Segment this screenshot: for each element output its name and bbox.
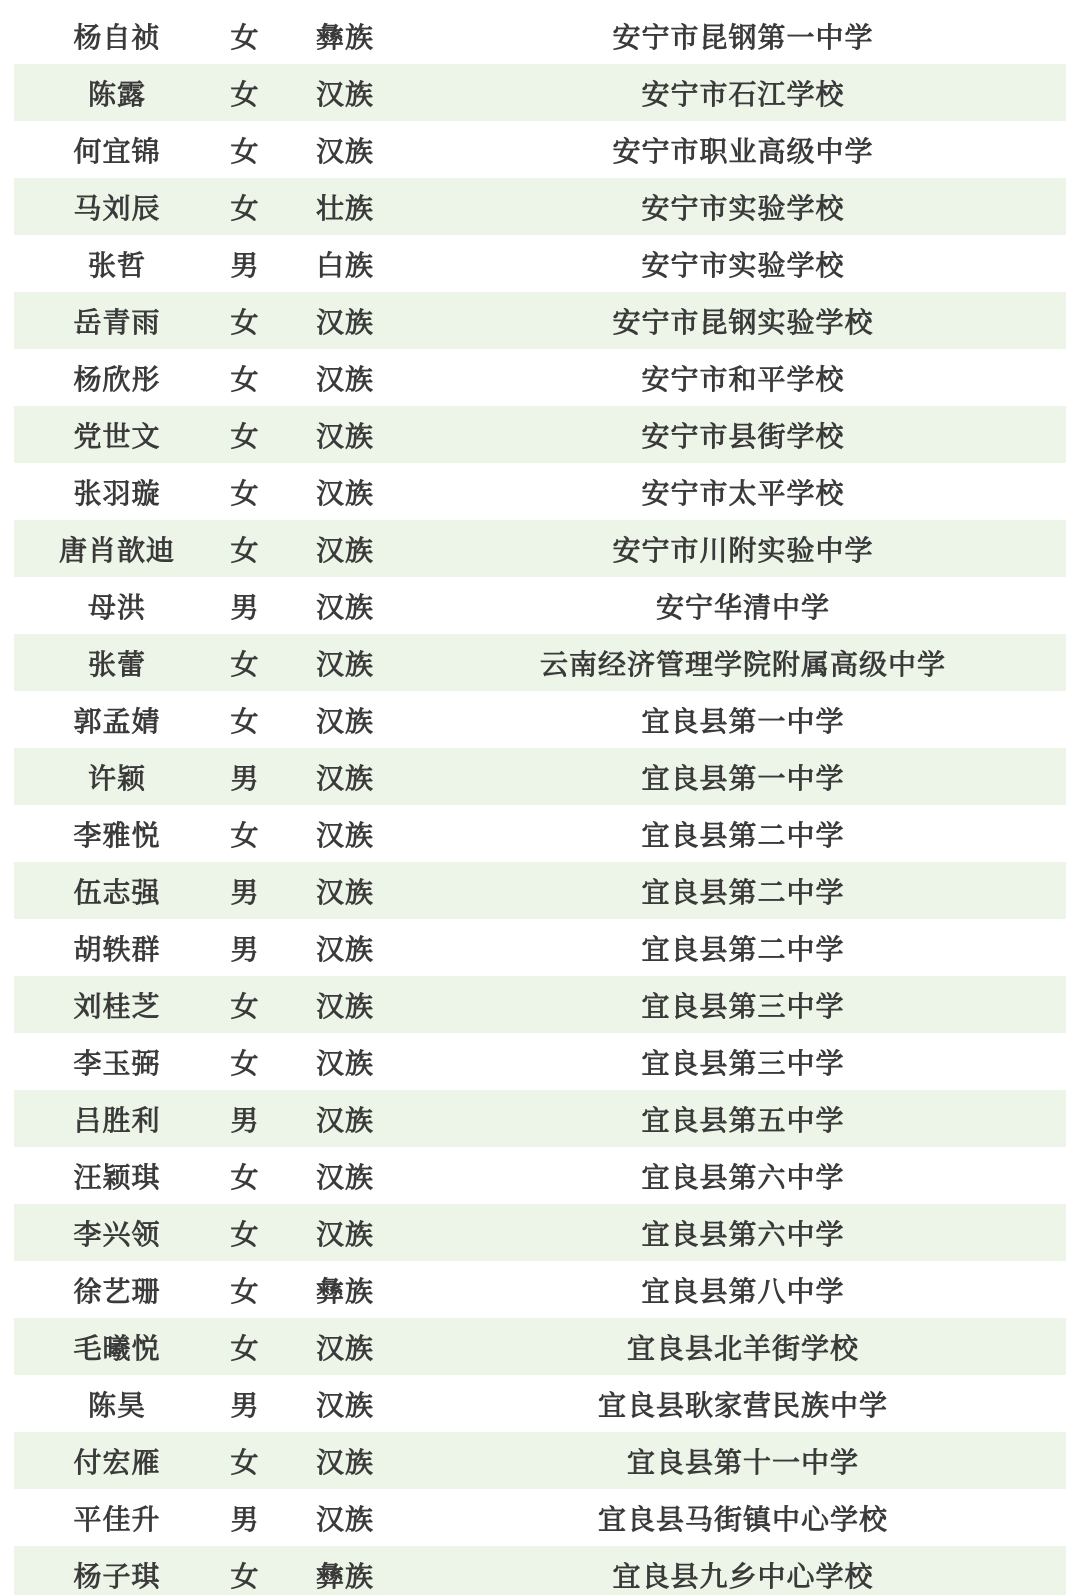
student-school-cell: 宜良县北羊街学校	[626, 1332, 859, 1364]
student-ethnicity-cell: 汉族	[315, 78, 374, 110]
table-row	[14, 349, 1066, 406]
student-name-cell: 张羽璇	[73, 477, 161, 509]
student-gender-cell: 女	[230, 1047, 260, 1079]
student-ethnicity-cell: 汉族	[315, 1446, 374, 1478]
student-ethnicity-cell: 汉族	[315, 477, 374, 509]
student-name-cell: 徐艺珊	[73, 1275, 161, 1307]
student-ethnicity-cell: 汉族	[315, 990, 374, 1022]
student-name-cell: 李兴领	[73, 1218, 161, 1250]
student-ethnicity-cell: 汉族	[315, 420, 374, 452]
student-ethnicity-cell: 汉族	[315, 1161, 374, 1193]
student-name-cell: 岳青雨	[73, 306, 161, 338]
table-row	[14, 178, 1066, 235]
student-ethnicity-cell: 汉族	[315, 306, 374, 338]
student-name-cell: 马刘辰	[73, 192, 161, 224]
student-ethnicity-cell: 汉族	[315, 1332, 374, 1364]
table-row	[14, 577, 1066, 634]
table-row	[14, 1204, 1066, 1261]
student-name-cell: 李玉弼	[73, 1047, 161, 1079]
student-name-cell: 刘桂芝	[73, 990, 161, 1022]
student-gender-cell: 男	[230, 591, 260, 623]
student-ethnicity-cell: 汉族	[315, 1389, 374, 1421]
student-name-cell: 付宏雁	[73, 1446, 161, 1478]
student-name-cell: 伍志强	[73, 876, 161, 908]
table-row	[14, 634, 1066, 691]
student-name-cell: 许颖	[87, 762, 146, 794]
student-school-cell: 安宁市县街学校	[641, 420, 845, 452]
student-school-cell: 安宁市实验学校	[641, 192, 845, 224]
student-name-cell: 党世文	[73, 420, 161, 452]
table-row	[14, 1375, 1066, 1432]
student-gender-cell: 女	[230, 1275, 260, 1307]
table-row	[14, 1033, 1066, 1090]
table-row	[14, 64, 1066, 121]
student-gender-cell: 男	[230, 1389, 260, 1421]
student-school-cell: 宜良县耿家营民族中学	[597, 1389, 888, 1421]
student-school-cell: 宜良县第二中学	[641, 819, 845, 851]
student-school-cell: 安宁市川附实验中学	[612, 534, 874, 566]
student-school-cell: 宜良县第一中学	[641, 705, 845, 737]
table-row	[14, 1090, 1066, 1147]
student-school-cell: 宜良县第二中学	[641, 933, 845, 965]
table-row	[14, 406, 1066, 463]
student-gender-cell: 女	[230, 1446, 260, 1478]
table-row	[14, 1318, 1066, 1375]
table-row	[14, 463, 1066, 520]
table-row	[14, 121, 1066, 178]
student-school-cell: 宜良县九乡中心学校	[612, 1560, 874, 1592]
student-school-cell: 宜良县第六中学	[641, 1218, 845, 1250]
student-name-cell: 张蕾	[87, 648, 146, 680]
student-gender-cell: 女	[230, 192, 260, 224]
student-name-cell: 毛曦悦	[73, 1332, 161, 1364]
table-row	[14, 691, 1066, 748]
student-school-cell: 安宁市太平学校	[641, 477, 845, 509]
student-gender-cell: 女	[230, 534, 260, 566]
student-name-cell: 吕胜利	[73, 1104, 161, 1136]
student-ethnicity-cell: 壮族	[315, 192, 374, 224]
student-school-cell: 宜良县第十一中学	[626, 1446, 859, 1478]
student-name-cell: 杨子琪	[73, 1560, 161, 1592]
student-school-cell: 安宁市昆钢实验学校	[612, 306, 874, 338]
student-school-cell: 宜良县马街镇中心学校	[597, 1503, 888, 1535]
table-row	[14, 235, 1066, 292]
student-school-cell: 宜良县第三中学	[641, 990, 845, 1022]
student-ethnicity-cell: 彝族	[315, 1275, 374, 1307]
student-gender-cell: 女	[230, 705, 260, 737]
table-row	[14, 976, 1066, 1033]
student-name-cell: 陈露	[87, 78, 146, 110]
student-ethnicity-cell: 汉族	[315, 1218, 374, 1250]
student-school-cell: 安宁市昆钢第一中学	[612, 21, 874, 53]
student-gender-cell: 女	[230, 1161, 260, 1193]
student-name-cell: 母洪	[87, 591, 146, 623]
student-gender-cell: 男	[230, 876, 260, 908]
student-ethnicity-cell: 汉族	[315, 876, 374, 908]
student-ethnicity-cell: 汉族	[315, 1047, 374, 1079]
table-row	[14, 1546, 1066, 1595]
student-gender-cell: 女	[230, 990, 260, 1022]
student-gender-cell: 女	[230, 1218, 260, 1250]
student-gender-cell: 女	[230, 21, 260, 53]
student-gender-cell: 女	[230, 78, 260, 110]
student-school-cell: 安宁市职业高级中学	[612, 135, 874, 167]
student-ethnicity-cell: 汉族	[315, 135, 374, 167]
student-name-cell: 何宜锦	[73, 135, 161, 167]
student-ethnicity-cell: 白族	[315, 249, 374, 281]
student-gender-cell: 女	[230, 306, 260, 338]
student-gender-cell: 男	[230, 1503, 260, 1535]
student-ethnicity-cell: 彝族	[315, 1560, 374, 1592]
student-gender-cell: 男	[230, 762, 260, 794]
student-ethnicity-cell: 汉族	[315, 363, 374, 395]
student-gender-cell: 女	[230, 420, 260, 452]
student-ethnicity-cell: 汉族	[315, 819, 374, 851]
student-gender-cell: 男	[230, 933, 260, 965]
student-gender-cell: 女	[230, 1560, 260, 1592]
student-name-cell: 平佳升	[73, 1503, 161, 1535]
table-row	[14, 805, 1066, 862]
student-ethnicity-cell: 汉族	[315, 933, 374, 965]
table-row	[14, 1489, 1066, 1546]
student-school-cell: 宜良县第二中学	[641, 876, 845, 908]
student-ethnicity-cell: 汉族	[315, 1503, 374, 1535]
student-gender-cell: 女	[230, 1332, 260, 1364]
table-row	[14, 1147, 1066, 1204]
student-ethnicity-cell: 彝族	[315, 21, 374, 53]
student-name-cell: 杨自祯	[73, 21, 161, 53]
table-row	[14, 520, 1066, 577]
table-row	[14, 292, 1066, 349]
student-ethnicity-cell: 汉族	[315, 648, 374, 680]
student-ethnicity-cell: 汉族	[315, 705, 374, 737]
table-row	[14, 1432, 1066, 1489]
table-row	[14, 7, 1066, 64]
student-ethnicity-cell: 汉族	[315, 591, 374, 623]
student-gender-cell: 女	[230, 648, 260, 680]
table-row	[14, 862, 1066, 919]
student-school-cell: 宜良县第五中学	[641, 1104, 845, 1136]
student-gender-cell: 女	[230, 819, 260, 851]
table-row	[14, 1261, 1066, 1318]
student-school-cell: 安宁市石江学校	[641, 78, 845, 110]
student-school-cell: 宜良县第三中学	[641, 1047, 845, 1079]
student-gender-cell: 女	[230, 135, 260, 167]
student-school-cell: 宜良县第一中学	[641, 762, 845, 794]
student-ethnicity-cell: 汉族	[315, 762, 374, 794]
student-gender-cell: 男	[230, 249, 260, 281]
student-gender-cell: 女	[230, 363, 260, 395]
student-school-cell: 安宁华清中学	[655, 591, 830, 623]
student-school-cell: 宜良县第八中学	[641, 1275, 845, 1307]
student-name-cell: 杨欣彤	[73, 363, 161, 395]
student-school-cell: 安宁市和平学校	[641, 363, 845, 395]
table-row	[14, 919, 1066, 976]
student-name-cell: 李雅悦	[73, 819, 161, 851]
student-name-cell: 陈昊	[87, 1389, 146, 1421]
student-school-cell: 云南经济管理学院附属高级中学	[539, 648, 946, 680]
table-row	[14, 748, 1066, 805]
student-gender-cell: 女	[230, 477, 260, 509]
student-name-cell: 汪颖琪	[73, 1161, 161, 1193]
student-name-cell: 张哲	[87, 249, 146, 281]
student-school-cell: 宜良县第六中学	[641, 1161, 845, 1193]
student-ethnicity-cell: 汉族	[315, 1104, 374, 1136]
student-name-cell: 唐肖歆迪	[58, 534, 175, 566]
student-gender-cell: 男	[230, 1104, 260, 1136]
student-name-cell: 郭孟婧	[73, 705, 161, 737]
student-name-cell: 胡轶群	[73, 933, 161, 965]
student-school-cell: 安宁市实验学校	[641, 249, 845, 281]
student-ethnicity-cell: 汉族	[315, 534, 374, 566]
